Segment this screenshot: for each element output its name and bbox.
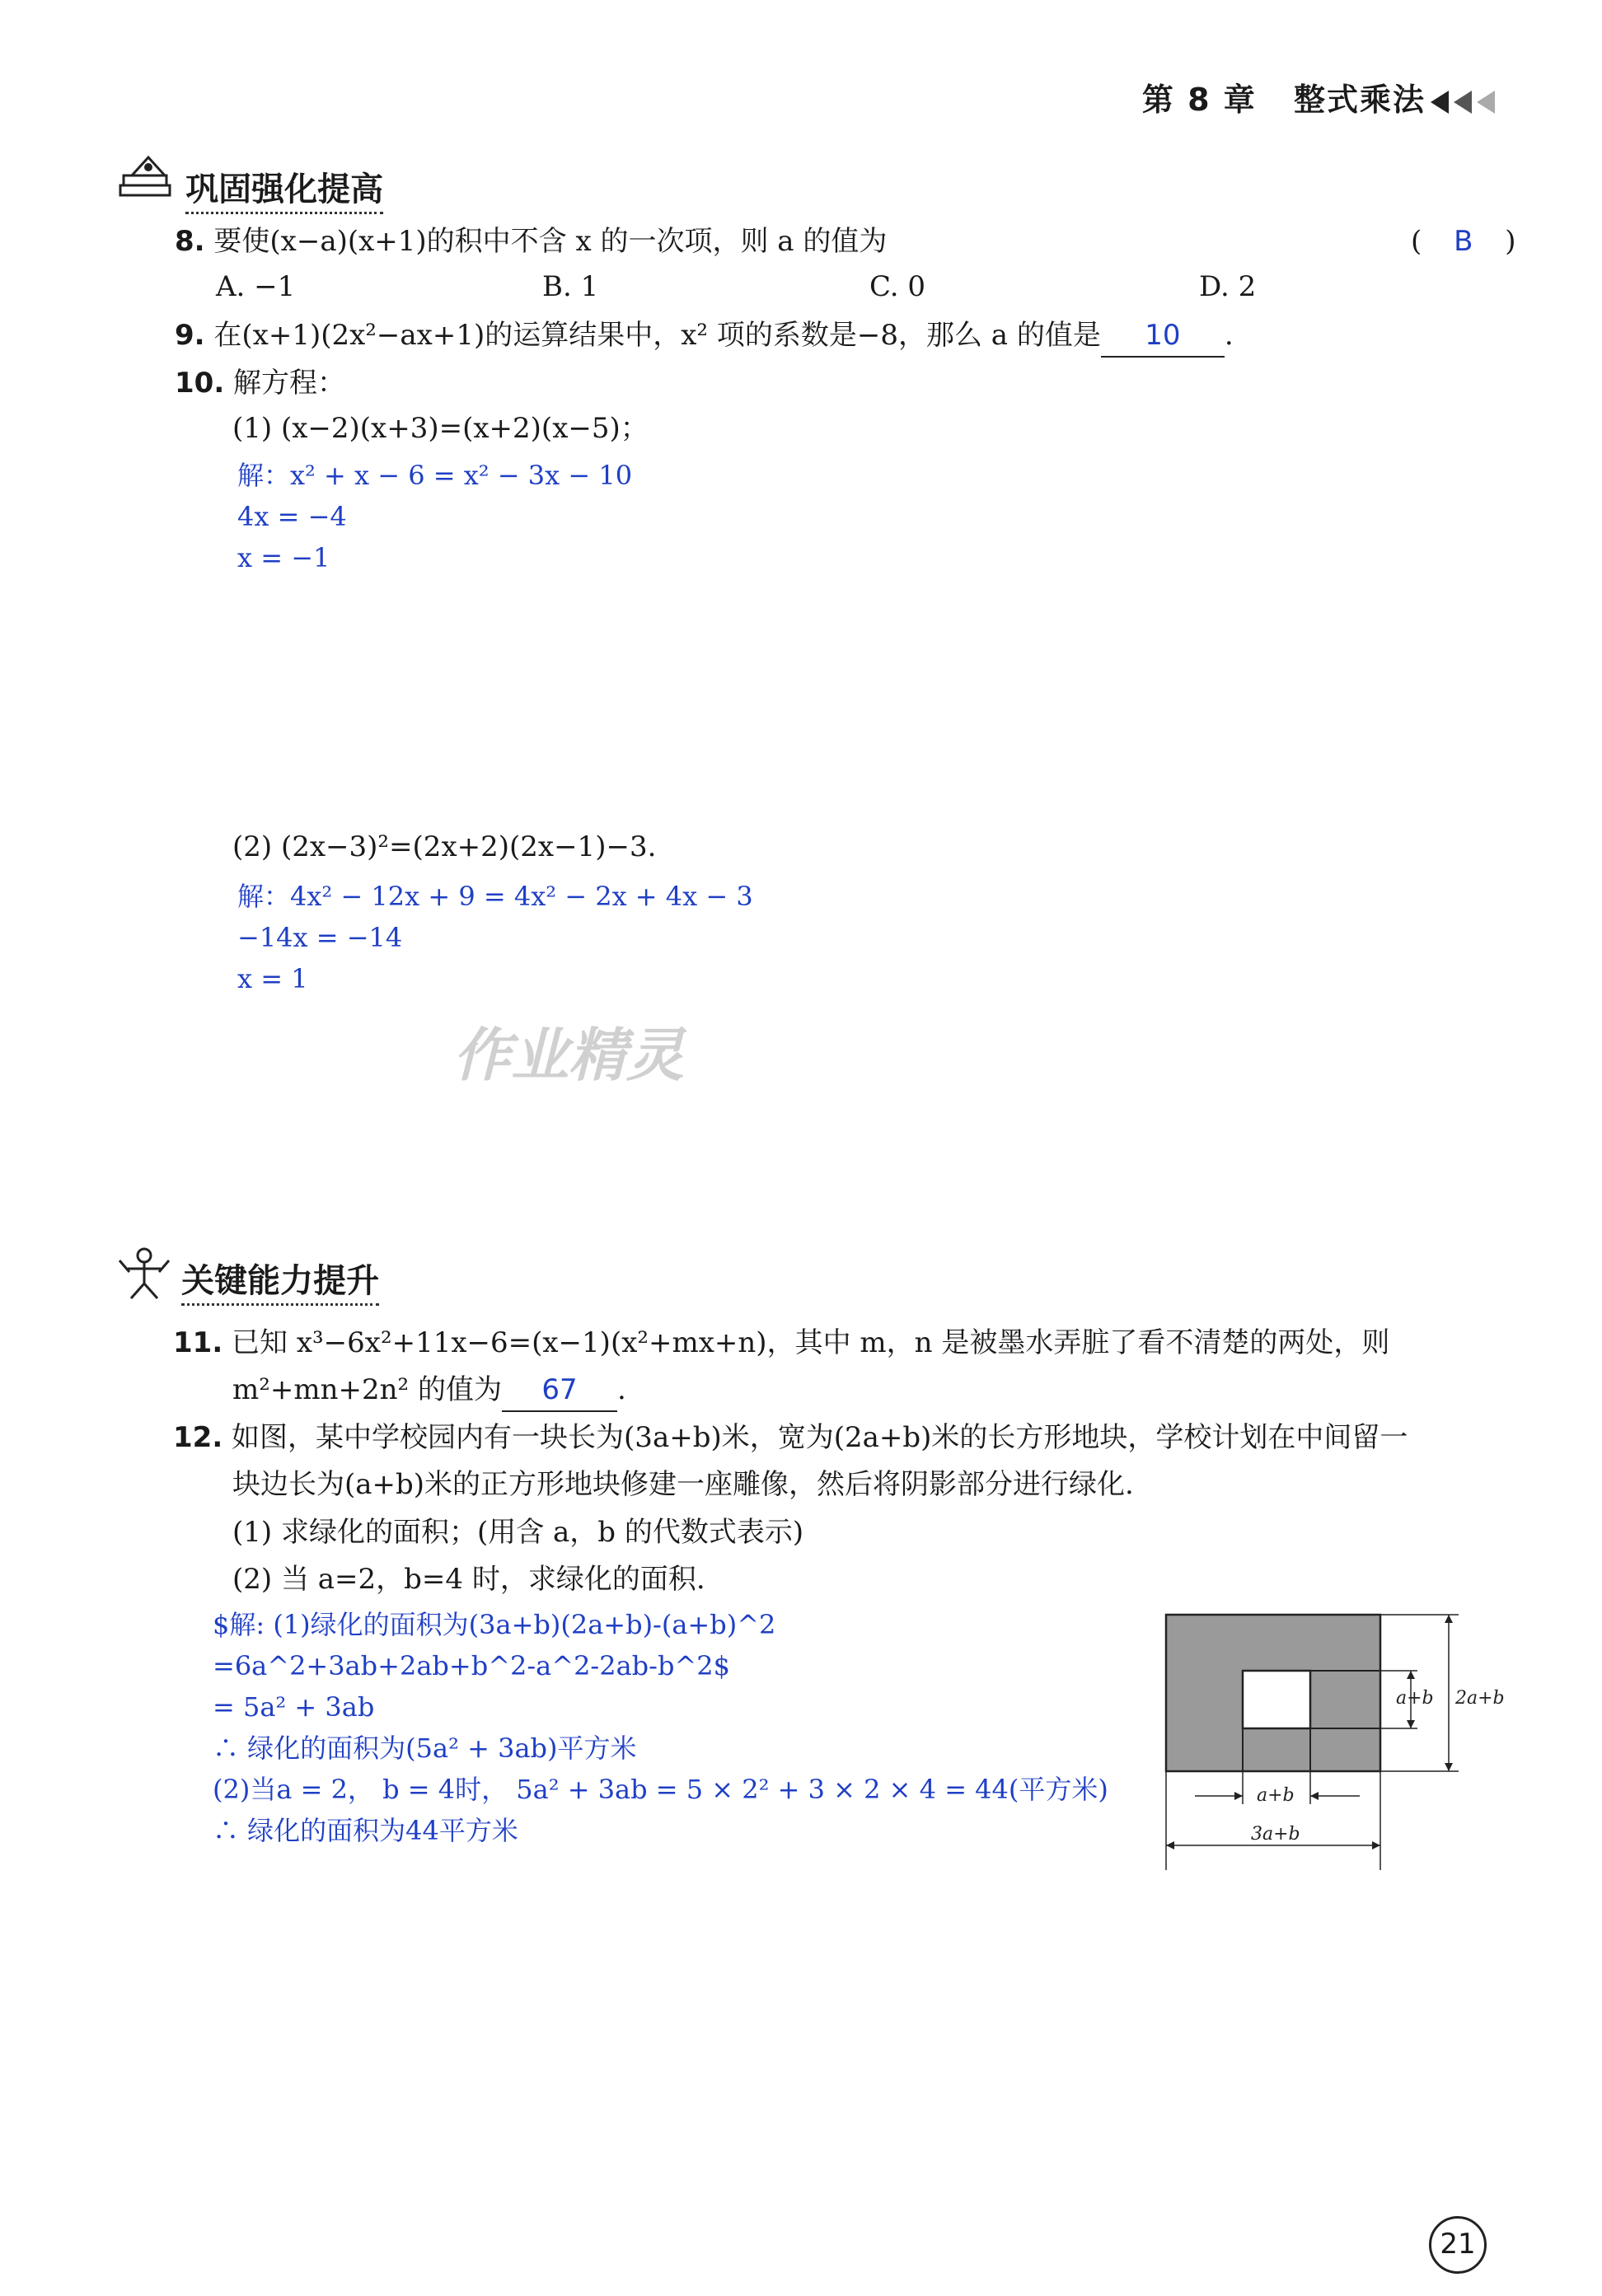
question-text: 要使(x−a)(x+1)的积中不含 x 的一次项，则 a 的值为 [213,225,888,258]
page-number: 21 [1429,2216,1487,2274]
solution-line: ∴ 绿化的面积为44平方米 [213,1815,518,1846]
arrow-icon [1477,91,1495,114]
answer-blank: 67 [502,1369,617,1412]
question-number: 9. [175,319,205,352]
solution-line: $解: (1)绿化的面积为(3a+b)(2a+b)-(a+b)^2 [213,1609,776,1640]
question-number: 11. [173,1326,223,1359]
figure-icon [111,1244,177,1302]
option-a: A. −1 [216,270,296,303]
arrow-icon [1431,91,1449,114]
question-text: 如图，某中学校园内有一块长为(3a+b)米，宽为(2a+b)米的长方形地块，学校计划在中间留一 [232,1421,1408,1454]
chapter-header [1142,74,1495,119]
solution-line: = 5a² + 3ab [213,1691,375,1723]
bracket-open: ( [1411,225,1422,258]
solution-line: 解：x² + x − 6 = x² − 3x − 10 [237,460,633,491]
solution-line: 解：4x² − 12x + 9 = 4x² − 2x + 4x − 3 [237,881,753,912]
question-text: 解方程： [233,367,346,400]
solution-line: x = −1 [237,542,330,573]
question-12-line2: 块边长为(a+b)米的正方形地块修建一座雕像，然后将阴影部分进行绿化. [232,1468,1134,1501]
subquestion-2: (2) 当 a=2，b=4 时，求绿化的面积. [232,1563,705,1596]
answer-bracket [1411,221,1515,262]
chapter-title: 整式乘法 [1293,82,1426,118]
bracket-close: ) [1505,225,1516,258]
solution-line: x = 1 [237,963,308,994]
label-3a-plus-b: 3a+b [1251,1824,1300,1845]
area-diagram [1154,1598,1516,1878]
question-number: 8. [175,225,205,258]
option-c: C. 0 [869,270,926,303]
solution-line: =6a^2+3ab+2ab+b^2-a^2-2ab-b^2$ [213,1650,730,1681]
solution-line: 4x = −4 [237,501,347,532]
solution-line: (2)当a = 2， b = 4时， 5a² + 3ab = 5 × 2² + 3 × 2 × 4 = 44(平方米) [213,1774,1108,1805]
question-9 [175,315,1234,358]
period: . [1224,319,1234,352]
section-1-title: 巩固强化提高 [185,171,383,214]
period: . [616,1373,626,1406]
question-number: 12. [173,1421,223,1454]
subquestion-2: (2) (2x−3)²=(2x+2)(2x−1)−3. [232,830,657,863]
solution-line: ∴ 绿化的面积为(5a² + 3ab)平方米 [213,1733,637,1764]
question-8 [175,221,887,262]
chapter-number: 第 8 章 [1141,82,1257,118]
question-text: 已知 x³−6x²+11x−6=(x−1)(x²+mx+n)，其中 m，n 是被墨水弄脏了看不清楚的两处，则 [232,1326,1390,1359]
question-11 [173,1322,1389,1363]
question-12 [173,1417,1408,1458]
question-11-line2 [232,1369,626,1412]
arrow-icon [1454,91,1472,114]
answer-choice: B [1454,225,1473,258]
solution-line: −14x = −14 [237,922,403,953]
section-2-title: 关键能力提升 [181,1262,379,1306]
question-text: 在(x+1)(2x²−ax+1)的运算结果中，x² 项的系数是−8，那么 a 的值是 [213,319,1101,352]
answer-blank: 10 [1101,315,1225,358]
statue-square [1243,1671,1310,1728]
section-1-header [115,152,383,210]
label-a-plus-b-vertical: a+b [1396,1688,1434,1709]
label-2a-plus-b: 2a+b [1455,1688,1505,1709]
subquestion-1: (1) 求绿化的面积；(用含 a，b 的代数式表示) [232,1516,804,1549]
label-a-plus-b-horizontal: a+b [1257,1785,1295,1806]
option-b: B. 1 [542,270,599,303]
watermark: 作业精灵 [453,1022,684,1089]
option-d: D. 2 [1199,270,1257,303]
section-2-header [111,1244,379,1302]
question-number: 10. [175,367,225,400]
books-icon [115,152,181,210]
question-10 [175,362,345,404]
question-text: m²+mn+2n² 的值为 [232,1373,502,1406]
subquestion-1: (1) (x−2)(x+3)=(x+2)(x−5)； [232,412,649,445]
